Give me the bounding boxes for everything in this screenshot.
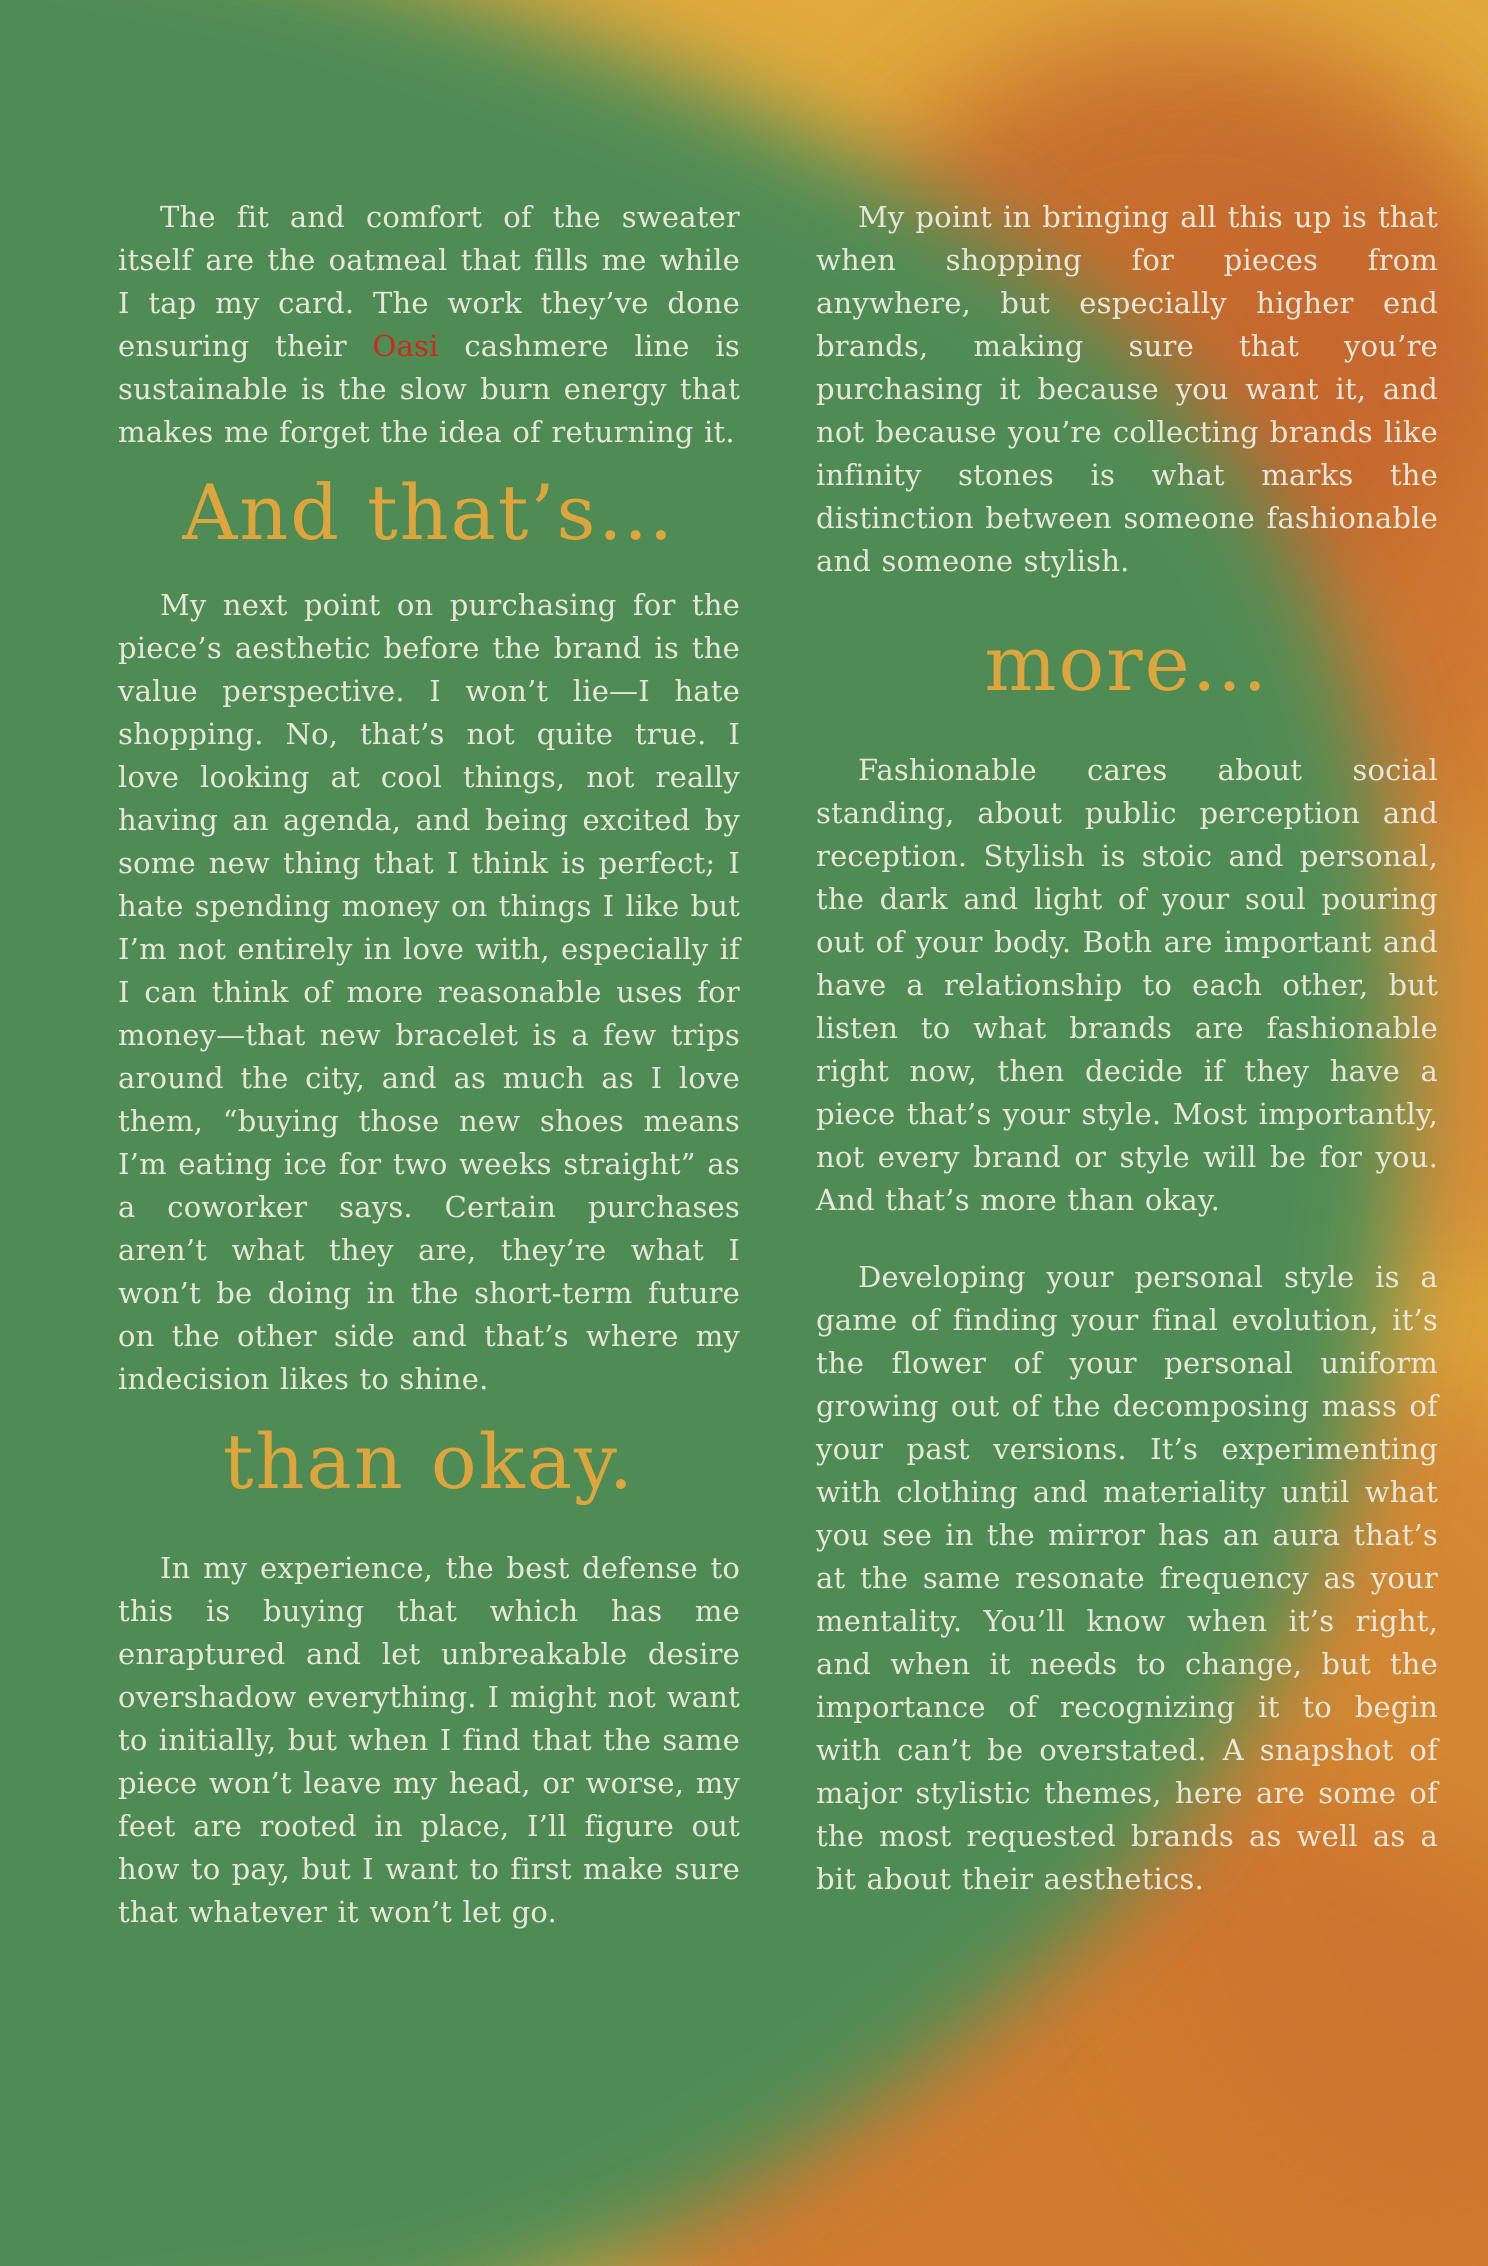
paragraph: Developing your personal style is a game of finding your final evolution, it’s the flower of your personal uniform growing out of the decomposing mass of your past versions. It’s experimenting with clothing and materiality until what you see in the mirror has an aura that’s at the same resonate frequency as your mentality. You’ll know when it’s right, and when it needs to change, but the importance of recognizing it to begin with can’t be overstated. A snapshot of major stylistic themes, here are some of the most requested brands as well as a bit about their aesthetics. (816, 1260, 1438, 1896)
paragraph: In my experience, the best defense to this is buying that which has me enraptured and let unbreakable desire overshadow everything. I might not want to initially, but when I find that the same piece won’t leave my head, or worse, my feet are rooted in place, I’ll figure out how to pay, but I want to first make sure that whatever it won’t let go. (118, 1551, 740, 1929)
section-heading-and-thats: And that’s… (182, 468, 676, 557)
paragraph (118, 196, 740, 454)
paragraph-text: cashmere line is sustainable is the slow burn energy that makes me forget the idea of returning it. (118, 329, 740, 449)
paragraph-text: The fit and comfort of the sweater itself are the oatmeal that fills me while I tap my card. The work they’ve done ensuring their (118, 200, 740, 363)
left-column (118, 196, 740, 1934)
paragraph: Fashionable cares about social standing, about public perception and reception. Stylish is stoic and personal, the dark and light of your soul pouring out of your body. Both are important and have a relationship to each other, but listen to what brands are fashionable right now, then decide if they have a piece that’s your style. Most importantly, not every brand or style will be for you. And that’s more than okay. (816, 753, 1438, 1217)
right-column (816, 196, 1438, 1934)
paragraph: My next point on purchasing for the piece’s aesthetic before the brand is the value perspective. I won’t lie—I hate shopping. No, that’s not quite true. I love looking at cool things, not really having an agenda, and being excited by some new thing that I think is perfect; I hate spending money on things I like but I’m not entirely in love with, especially if I can think of more reasonable uses for money—that new bracelet is a few trips around the city, and as much as I love them, “buying those new shoes means I’m eating ice for two weeks straight” as a coworker says. Certain purchases aren’t what they are, they’re what I won’t be doing in the short-term future on the other side and that’s where my indecision likes to shine. (118, 588, 740, 1396)
brand-name-oasi: Oasi (372, 329, 439, 363)
section-heading-than-okay: than okay. (222, 1417, 636, 1506)
paragraph: My point in bringing all this up is that when shopping for pieces from anywhere, but especially higher end brands, making sure that you’re purchasing it because you want it, and not because you’re collecting brands like infinity stones is what marks the distinction between someone fashionable and someone stylish. (816, 200, 1438, 578)
section-heading-more: more… (984, 619, 1270, 708)
